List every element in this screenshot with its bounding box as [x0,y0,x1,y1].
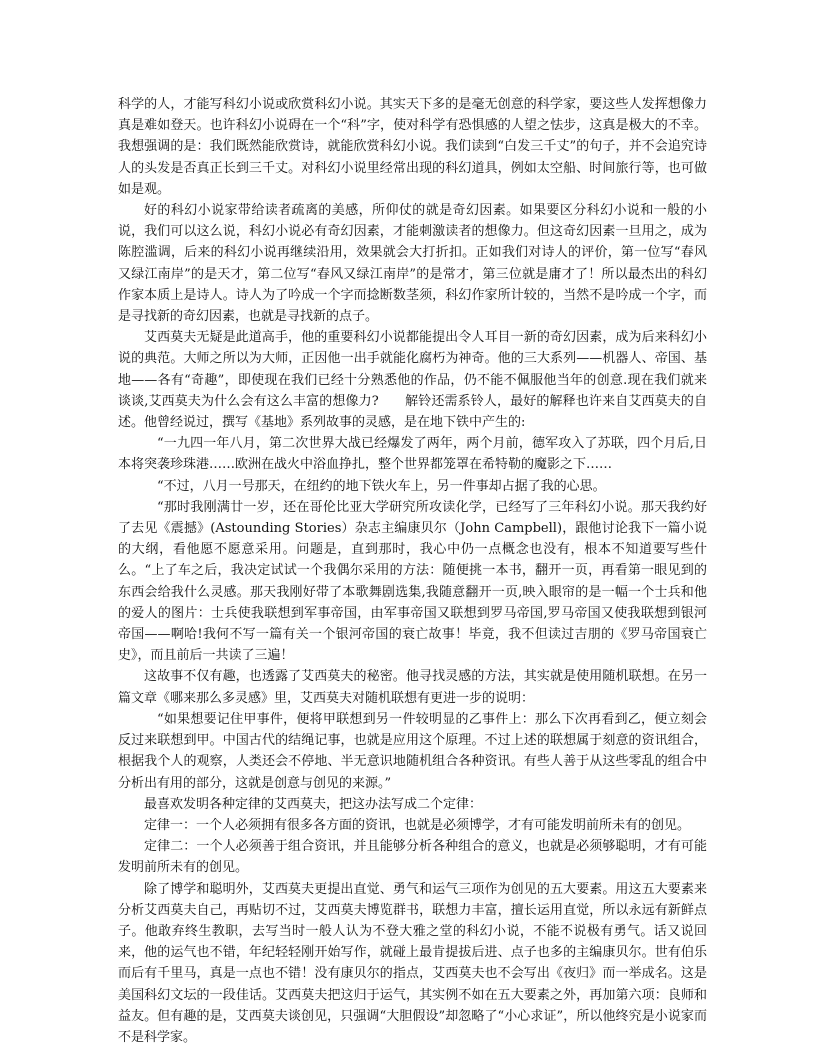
document-body [118,94,707,1048]
law-paragraph: 定律一：一个人必须拥有很多各方面的资讯，也就是必须博学，才有可能发明前所未有的创见。 [144,817,691,833]
law-paragraph: 定律二：一个人必须善于组合资讯，并且能够分析各种组合的意义，也就是必须够聪明，才有可能发明前所未有的创见。 [118,839,707,876]
paragraph: 这故事不仅有趣，也透露了艾西莫夫的秘密。他寻找灵感的方法，其实就是使用随机联想。在另一篇文章《哪来那么多灵感》里，艾西莫夫对随机联想有更进一步的说明： [118,669,707,706]
paragraph: 科学的人，才能写科幻小说或欣赏科幻小说。其实天下多的是毫无创意的科学家，要这些人发挥想像力真是难如登天。也许科幻小说碍在一个“科”字，使对科学有恐惧感的人望之怯步，这真是极大的不幸。我想强调的是：我们既然能欣赏诗，就能欣赏科幻小说。我们读到“白发三千丈”的句子，并不会追究诗人的头发是否真正长到三千丈。对科幻小说里经常出现的科幻道具，例如太空船、时间旅行等，也可做如是观。 [118,97,707,197]
paragraph: 好的科幻小说家带给读者疏离的美感，所仰仗的就是奇幻因素。如果要区分科幻小说和一般的小说，我们可以这么说，科幻小说必有奇幻因素，才能刺激读者的想像力。但这奇幻因素一旦用之，成为陈腔滥调，后来的科幻小说再继续沿用，效果就会大打折扣。正如我们对诗人的评价，第一位写“春风又绿江南岸”的是天才，第二位写“春风又绿江南岸”的是常才，第三位就是庸才了！所以最杰出的科幻作家本质上是诗人。诗人为了吟成一个字而捻断数茎须，科幻作家所计较的，当然不是吟成一个字，而是寻找新的奇幻因素，也就是寻找新的点子。 [118,203,707,325]
quote-paragraph: “如果想要记住甲事件，便将甲联想到另一件较明显的乙事件上：那么下次再看到乙，便立刻会反过来联想到甲。中国古代的结绳记事，也就是应用这个原理。不过上述的联想属于刻意的资讯组合，根据我个人的观察，人类还会不停地、半无意识地随机组合各种资讯。有些人善于从这些零乱的组合中分析出有用的部分，这就是创意与创见的来源。” [118,711,707,791]
quote-paragraph: “那时我刚满廿一岁，还在哥伦比亚大学研究所攻读化学，已经写了三年科幻小说。那天我约好了去见《震撼》(Astounding Stories）杂志主编康贝尔（John Campbell)，跟他讨论我下一篇小说的大纲，看他愿不愿意采用。问题是，直到那时，我心中仍一点概念也没有，根本不知道要写些什么。“上了车之后，我决定试试一个我偶尔采用的方法：随便挑一本书，翻开一页，再看第一眼见到的东西会给我什么灵感。那天我刚好带了本歌舞剧选集,我随意翻开一页,映入眼帘的是一幅一个士兵和他的爱人的图片：士兵使我联想到军事帝国，由军事帝国又联想到罗马帝国,罗马帝国又使我联想到银河帝国——啊哈!我何不写一篇有关一个银河帝国的衰亡故事！毕竟，我不但读过吉朋的《罗马帝国衰亡史》，而且前后一共读了三遍！ [118,499,707,664]
quote-paragraph: “不过，八月一号那天，在纽约的地下铁火车上，另一件事却占据了我的心思。 [157,478,606,494]
paragraph: 除了博学和聪明外，艾西莫夫更提出直觉、勇气和运气三项作为创见的五大要素。用这五大要素来分析艾西莫夫自己，再贴切不过，艾西莫夫博览群书，联想力丰富，擅长运用直觉，所以永远有新鲜点子。他敢弃终生教职，去写当时一般人认为不登大雅之堂的科幻小说，不能不说极有勇气。话又说回来，他的运气也不错，年纪轻轻刚开始写作，就碰上最肯提拔后进、点子也多的主编康贝尔。世有伯乐而后有千里马，真是一点也不错！没有康贝尔的指点，艾西莫夫也不会写出《夜归》而一举成名。这是美国科幻文坛的一段佳话。艾西莫夫把这归于运气，其实例不如在五大要素之外，再加第六项：良师和益友。但有趣的是，艾西莫夫谈创见，只强调“大胆假设”却忽略了“小心求证”，所以他终究是小说家而不是科学家。 [118,881,707,1045]
paragraph: 艾西莫夫无疑是此道高手，他的重要科幻小说都能提出令人耳目一新的奇幻因素，成为后来科幻小说的典范。大师之所以为大师，正因他一出手就能化腐朽为神奇。他的三大系列——机器人、帝国、基地——各有“奇趣”，即使现在我们已经十分熟悉他的作品，仍不能不佩服他当年的创意.现在我们就来谈谈,艾西莫夫为什么会有这么丰富的想像力? 解铃还需系铃人，最好的解释也许来自艾西莫夫的自述。他曾经说过，撰写《基地》系列故事的灵感，是在地下铁中产生的: [118,330,707,431]
quote-paragraph: “一九四一年八月，第二次世界大战已经爆发了两年，两个月前，德军攻入了苏联，四个月后,日本将突袭珍珠港……欧洲在战火中浴血挣扎，整个世界都笼罩在希特勒的魔影之下…… [118,436,707,473]
paragraph: 最喜欢发明各种定律的艾西莫夫，把这办法写成二个定律： [144,796,483,812]
